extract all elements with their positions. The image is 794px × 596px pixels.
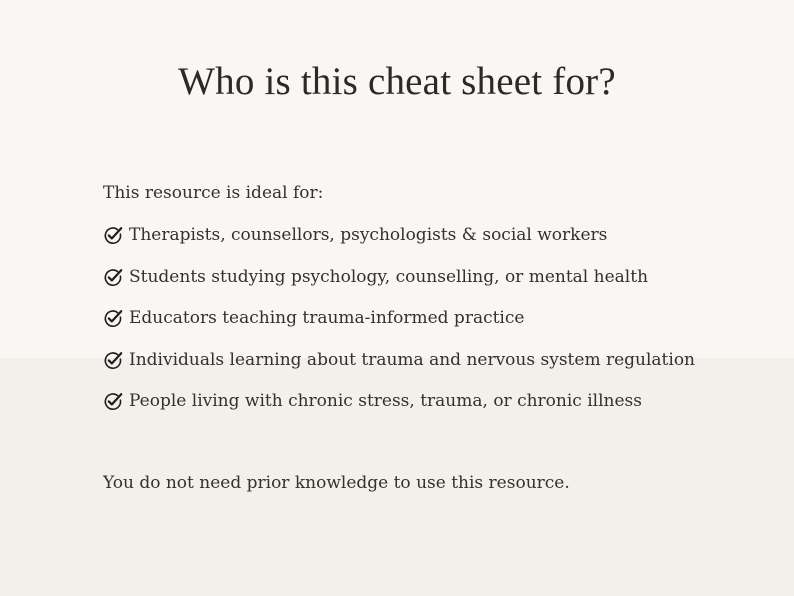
list-item-label: Educators teaching trauma-informed practice	[129, 308, 525, 328]
list-item-label: People living with chronic stress, trauma, or chronic illness	[129, 391, 642, 411]
check-circle-icon	[103, 225, 123, 245]
intro-text: This resource is ideal for:	[103, 183, 324, 203]
list-item	[103, 349, 695, 371]
check-circle-icon	[103, 350, 123, 370]
audience-list	[103, 224, 695, 432]
list-item	[103, 390, 695, 412]
check-circle-icon	[103, 267, 123, 287]
page-title: Who is this cheat sheet for?	[178, 60, 616, 103]
list-item	[103, 224, 695, 246]
list-item-label: Therapists, counsellors, psychologists & social workers	[129, 225, 608, 245]
list-item-label: Individuals learning about trauma and nervous system regulation	[129, 349, 696, 370]
check-circle-icon	[103, 308, 123, 328]
list-item	[103, 266, 695, 288]
list-item-label: Students studying psychology, counselling, or mental health	[129, 266, 649, 287]
check-circle-icon	[103, 391, 123, 411]
list-item	[103, 307, 695, 329]
footnote-text: You do not need prior knowledge to use this resource.	[103, 473, 570, 493]
